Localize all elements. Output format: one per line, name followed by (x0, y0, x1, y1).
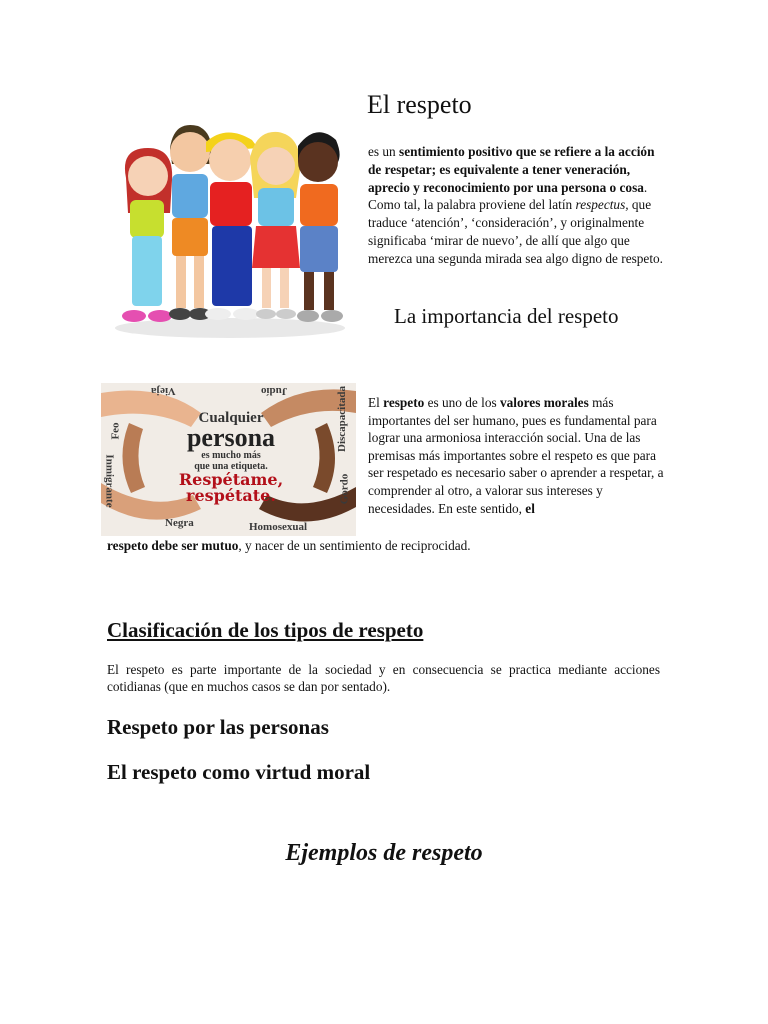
poster-line-3: es mucho más (201, 450, 261, 461)
poster-word-vieja: Vieja (151, 385, 176, 397)
importance-text-4: , y nacer de un sentimiento de reciprocidad. (238, 538, 471, 553)
importance-heading: La importancia del respeto (394, 304, 619, 328)
poster-line-6: respétate. (186, 486, 276, 505)
children-group-illustration (110, 118, 350, 340)
importance-bold-3a: el (525, 500, 535, 516)
importance-text-3: más importantes del ser humano, pues es fundamental para lograr una armoniosa interacción social. Una de las premisas más importantes sobre el respeto es que para ser respetado es necesario saber o aprender a respetar, a comprender al otro, a valorar sus intereses y necesidades. En este sentido, (368, 395, 664, 516)
poster-word-discapacitada: Discapacitada (336, 386, 348, 452)
poster-word-inmigrante: Inmigrante (103, 454, 116, 508)
intro-text-italic: respectus, (575, 197, 629, 213)
kid-1 (122, 148, 172, 322)
intro-paragraph (368, 143, 668, 268)
intro-text-pre: es un (368, 144, 400, 159)
importance-bold-3b: respeto debe ser mutuo (107, 538, 239, 553)
poster-word-feo: Feo (109, 422, 122, 440)
kid-5 (297, 132, 343, 322)
importance-text-1: El (368, 395, 384, 410)
poster-word-negra: Negra (165, 517, 194, 529)
intro-text-mid: . Como tal, la palabra proviene del latín (368, 179, 648, 213)
importance-text-2: es uno de los (424, 395, 500, 410)
classification-heading: Clasificación de los tipos de respeto (107, 618, 424, 642)
poster-line-1: Cualquier (198, 410, 264, 426)
poster-line-5: Respétame, (178, 470, 284, 489)
importance-paragraph-tail (107, 537, 667, 555)
heading-examples: Ejemplos de respeto (285, 840, 483, 866)
importance-bold-1: respeto (383, 395, 425, 410)
poster-word-gordo: Gordo (338, 473, 351, 505)
poster-word-homosexual: Homosexual (249, 521, 308, 533)
kid-4 (250, 132, 300, 319)
poster-word-judio: Judío (261, 385, 288, 397)
importance-bold-2: valores morales (500, 395, 589, 410)
poster-line-2: persona (186, 423, 276, 452)
importance-paragraph (368, 394, 664, 517)
heading-respect-virtue: El respeto como virtud moral (107, 760, 371, 784)
poster-line-4: que una etiqueta. (194, 461, 268, 472)
intro-text-bold: sentimiento positivo que se refiere a la acción de respetar; es equivalente a tener veneración, aprecio y reconocimiento por una persona o cosa (368, 144, 655, 195)
heading-respect-people: Respeto por las personas (107, 715, 329, 739)
respect-poster-image (101, 383, 356, 536)
poster-center-text (171, 411, 291, 504)
intro-text-post: que traduce ‘atención’, ‘consideración’, y originalmente significaba ‘mirar de nuevo’, de allí que algo que merezca una segunda mirada sea algo digno de respeto. (368, 197, 663, 266)
kid-2 (169, 125, 212, 320)
page-title: El respeto (367, 90, 472, 119)
classification-paragraph: El respeto es parte importante de la sociedad y en consecuencia se practica mediante acciones cotidianas (que en muchos casos se dan por sentado). (107, 662, 660, 694)
